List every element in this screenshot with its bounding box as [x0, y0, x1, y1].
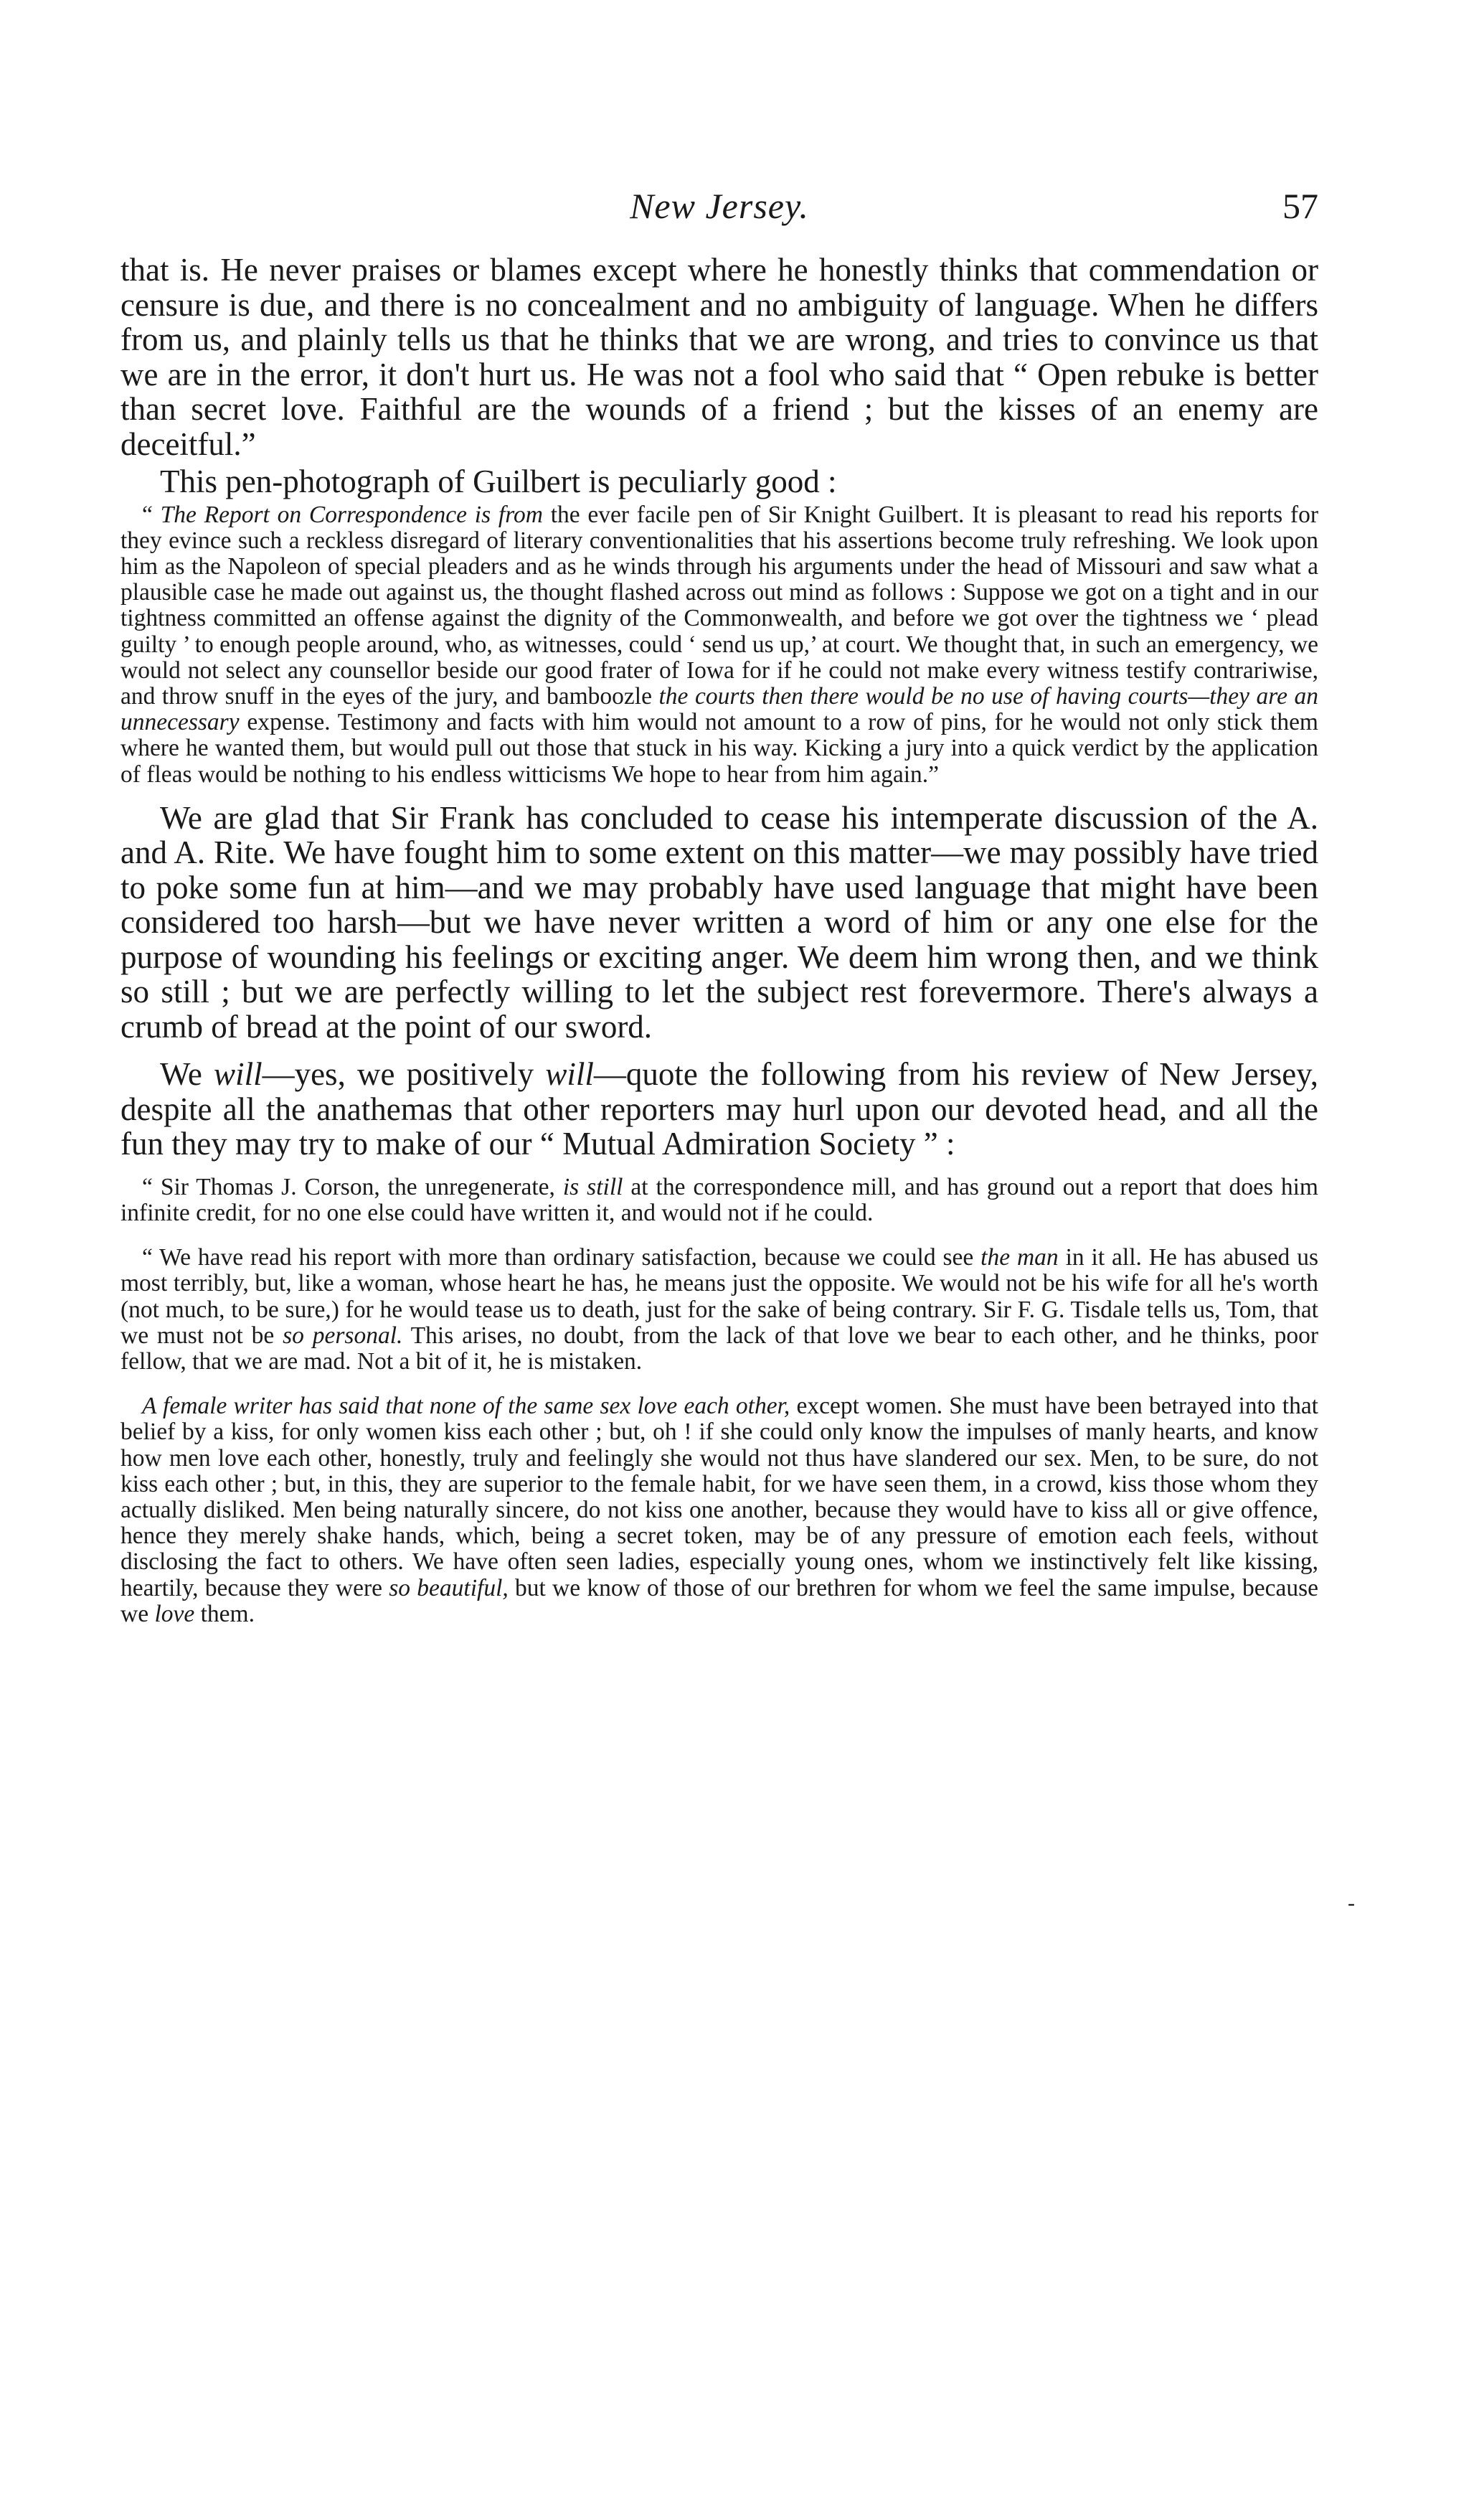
quote-corson	[120, 1175, 1318, 1226]
page-number: 57	[1282, 186, 1318, 226]
paragraph-continuation: that is. He never praises or blames except where he honestly thinks that commendation or censure is due, and there is no concealment and no ambiguity of language. When he differs from us, and plainly tells us that he thinks that we are wrong, and tries to convince us that we are in the error, it don't hurt us. He was not a fool who said that “ Open rebuke is better than secret love. Faithful are the wounds of a friend ; but the kisses of an enemy are deceitful.”	[120, 252, 1318, 462]
text-run: “ We have read his report with more than ordinary satisfaction, because we could see	[142, 1244, 981, 1271]
text-run: in it all. He has abused us most terribly, but, like a woman, whose heart he has, he means just the opposite. We would not be his wife for all he's worth (not much, to be sure,) for he would tease us to death, just for the sake of being contrary. Sir F. G. Tisdale tells us, Tom, that we must not be	[120, 1244, 1318, 1349]
italic-phrase: the courts then there would be no use of having courts—they are an unnecessary	[120, 682, 1318, 736]
text-run: at the correspondence mill, and has ground out a report that does him infinite credit, for no one else could have written it, and would not if he could.	[120, 1173, 1318, 1226]
quote-guilbert	[120, 502, 1318, 788]
quote-open: “	[142, 501, 161, 528]
italic-phrase: A female writer has said that none of the same sex	[142, 1393, 638, 1420]
quote-text: the ever facile pen of Sir Knight Guilbert. It is pleasant to read his reports for they evince such a reckless disregard of literary conventionalities that his assertions become truly refreshing. We look upon him as the Napoleon of special pleaders and as he winds through his arguments under the head of Missouri and saw what a plausible case he made out against us, the thought flashed across out mind as follows : Suppose we got on a tight and in our tightness committed an offense against the dignity of the Commonwealth, and before we got over the tightness we ‘ plead guilty ’ to enough people around, who, as witnesses, could ‘ send us up,’ at court. We thought that, in such an emergency, we would not select any counsellor beside our good frater of Iowa for if he could not make every witness testify contrariwise, and throw snuff in the eyes of the jury, and bamboozle	[120, 501, 1318, 710]
italic-word: love	[637, 1393, 678, 1420]
quote-text: expense. Testimony and facts with him would not amount to a row of pins, for he would not only stick them where he wanted them, but would pull out those that stuck in his way. Kicking a jury into a quick verdict by the application of fleas would be nothing to his endless witticisms We hope to hear from him again.”	[120, 709, 1318, 788]
text-run: “ Sir Thomas J. Corson, the unregenerate,	[142, 1173, 563, 1200]
italic-phrase: each other,	[677, 1393, 790, 1420]
paragraph-will-quote	[120, 1057, 1318, 1162]
page-body	[120, 253, 1318, 1627]
paragraph-intro-quote: This pen-photograph of Guilbert is peculiarly good :	[160, 463, 837, 499]
italic-word: will	[214, 1056, 263, 1093]
page-header	[120, 185, 1318, 235]
italic-phrase: The Report on Correspondence is from	[160, 501, 543, 528]
running-title: New Jersey.	[630, 186, 809, 226]
text-run: but we know of those of our brethren for whom we feel the same impulse, because we	[120, 1574, 1318, 1627]
quote-female-writer	[120, 1393, 1318, 1627]
text-run: This arises, no doubt, from the lack of that love we bear to each other, and he thinks, poor fellow, that we are mad. Not a bit of it, he is mistaken.	[120, 1322, 1318, 1375]
text-run: We	[160, 1056, 214, 1093]
italic-phrase: the man	[980, 1244, 1059, 1271]
italic-word: love	[154, 1600, 195, 1627]
text-run: —yes, we positively	[262, 1056, 546, 1093]
quote-report	[120, 1245, 1318, 1375]
italic-phrase: so beautiful,	[389, 1574, 509, 1601]
margin-mark: -	[1348, 1891, 1355, 1915]
italic-word: will	[545, 1056, 594, 1093]
text-run: except women. She must have been betrayed into that belief by a kiss, for only women kiss each other ; but, oh ! if she could only know the impulses of manly hearts, and know how men love each other, honestly, truly and feelingly she would not thus have slandered our sex. Men, to be sure, do not kiss each other ; but, in this, they are superior to the female habit, for we have seen them, in a crowd, kiss those whom they actually disliked. Men being naturally sincere, do not kiss one another, because they would have to kiss all or give offence, hence they merely shake hands, which, being a secret token, may be of any pressure of emotion each feels, without disclosing the fact to others. We have often seen ladies, especially young ones, whom we instinctively felt like kissing, heartily, because they were	[120, 1393, 1318, 1601]
paragraph-sir-frank: We are glad that Sir Frank has concluded to cease his intemperate discussion of the A. and A. Rite. We have fought him to some extent on this matter—we may possibly have tried to poke some fun at him—and we may probably have used language that might have been considered too harsh—but we have never written a word of him or any one else for the purpose of wounding his feelings or exciting anger. We deem him wrong then, and we think so still ; but we are perfectly willing to let the subject rest forevermore. There's always a crumb of bread at the point of our sword.	[120, 799, 1318, 1045]
text-run: them.	[194, 1600, 255, 1627]
text-run: —quote the following from his review of New Jersey, despite all the anathemas that other reporters may hurl upon our devoted head, and all the fun they may try to make of our “ Mutual Admiration Society ” :	[120, 1056, 1319, 1162]
italic-phrase: is still	[562, 1173, 623, 1200]
italic-phrase: so personal.	[283, 1322, 403, 1349]
